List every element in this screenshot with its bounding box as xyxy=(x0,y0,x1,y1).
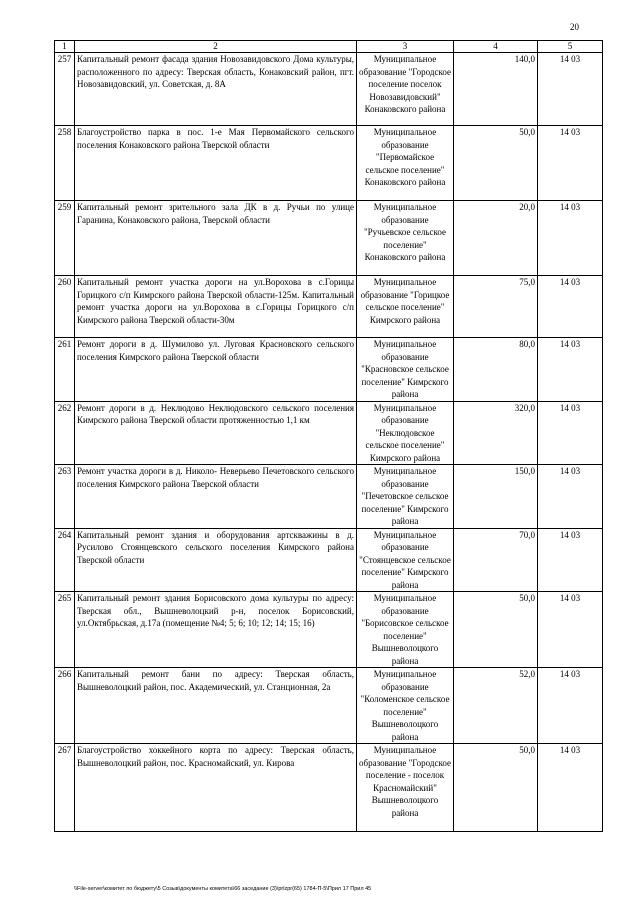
project-description: Капитальный ремонт здания Борисовского дома культуры по адресу: Тверская обл., Вышневолоцкий р-н, поселок Борисовский, ул.Октябрьская, д.17а (помещение №4; 5; 6; 10; 12; 14; 15; 16) xyxy=(75,592,357,668)
project-description: Капитальный ремонт фасада здания Новозавидовского Дома культуры, расположенного по адресу: Тверская область, Конаковский район, пгт. Новозавидовский, ул. Советская, д. 8А xyxy=(75,53,357,126)
row-number: 267 xyxy=(55,744,75,832)
amount: 150,0 xyxy=(454,465,538,529)
recipient: Муниципальное образование "Городское поселение поселок Новозавидовский" Конаковского района xyxy=(357,53,454,126)
budget-code: 14 03 xyxy=(538,668,603,744)
table-row xyxy=(55,53,603,126)
project-description: Капитальный ремонт зрительного зала ДК в д. Ручьи по улице Гаранина, Конаковского района, Тверской области xyxy=(75,201,357,276)
amount: 80,0 xyxy=(454,338,538,402)
row-number: 264 xyxy=(55,528,75,592)
table-row xyxy=(55,465,603,529)
project-description: Ремонт участка дороги в д. Николо- Неверьево Печетовского сельского поселения Кимрского района Тверской области xyxy=(75,465,357,529)
recipient: Муниципальное образование "Коломенское сельское поселение" Вышневолоцкого района xyxy=(357,668,454,744)
header-col-4: 4 xyxy=(454,41,538,53)
table-row xyxy=(55,744,603,832)
row-number: 257 xyxy=(55,53,75,126)
budget-code: 14 03 xyxy=(538,276,603,338)
file-path-footer: \\File-server\комитет по бюджету\5 Созыв\документы комитета\66 заседание (3)\prlzpr(65) 1784-П-5\Прил 17 Прил 45 xyxy=(74,886,372,892)
recipient: Муниципальное образование "Горицкое сельское поселение" Кимрского района xyxy=(357,276,454,338)
header-row xyxy=(55,41,603,53)
budget-code: 14 03 xyxy=(538,126,603,201)
recipient: Муниципальное образование "Ручьевское сельское поселение" Конаковского района xyxy=(357,201,454,276)
row-number: 259 xyxy=(55,201,75,276)
project-description: Благоустройство парка в пос. 1-е Мая Первомайского сельского поселения Конаковского района Тверской области xyxy=(75,126,357,201)
project-description: Капитальный ремонт здания и оборудования артскважины в д. Русилово Стоянцевского сельского поселения Кимрского района Тверской области xyxy=(75,528,357,592)
header-col-1: 1 xyxy=(55,41,75,53)
recipient: Муниципальное образование "Стоянцевское сельское поселение" Кимрского района xyxy=(357,528,454,592)
amount: 52,0 xyxy=(454,668,538,744)
page-number: 20 xyxy=(570,22,579,32)
project-description: Ремонт дороги в д. Шумилово ул. Луговая Красновского сельского поселения Кимрского района Тверской области xyxy=(75,338,357,402)
project-description: Благоустройство хоккейного корта по адресу: Тверская область, Вышневолоцкий район, пос. Красномайский, ул. Кирова xyxy=(75,744,357,832)
row-number: 263 xyxy=(55,465,75,529)
row-number: 258 xyxy=(55,126,75,201)
recipient: Муниципальное образование "Первомайское сельское поселение" Конаковского района xyxy=(357,126,454,201)
header-col-5: 5 xyxy=(538,41,603,53)
row-number: 260 xyxy=(55,276,75,338)
amount: 70,0 xyxy=(454,528,538,592)
table-row xyxy=(55,201,603,276)
row-number: 265 xyxy=(55,592,75,668)
budget-code: 14 03 xyxy=(538,528,603,592)
amount: 50,0 xyxy=(454,744,538,832)
budget-code: 14 03 xyxy=(538,53,603,126)
table-row xyxy=(55,338,603,402)
recipient: Муниципальное образование "Печетовское сельское поселение" Кимрского района xyxy=(357,465,454,529)
header-col-2: 2 xyxy=(75,41,357,53)
project-description: Капитальный ремонт участка дороги на ул.Ворохова в с.Горицы Горицкого с/п Кимрского района Тверской области-125м. Капитальный ремонт участка дороги на ул.Ворохова в с.Горицы Горицкого с/п Кимрского района Тверской области-30м xyxy=(75,276,357,338)
header-col-3: 3 xyxy=(357,41,454,53)
budget-code: 14 03 xyxy=(538,744,603,832)
amount: 320,0 xyxy=(454,401,538,465)
project-description: Капитальный ремонт бани по адресу: Тверская область, Вышневолоцкий район, пос. Академический, ул. Станционная, 2а xyxy=(75,668,357,744)
table-row xyxy=(55,668,603,744)
amount: 140,0 xyxy=(454,53,538,126)
recipient: Муниципальное образование "Неклюдовское сельское поселение" Кимрского района xyxy=(357,401,454,465)
row-number: 262 xyxy=(55,401,75,465)
amount: 75,0 xyxy=(454,276,538,338)
recipient: Муниципальное образование "Борисовское сельское поселение" Вышневолоцкого района xyxy=(357,592,454,668)
table-row xyxy=(55,592,603,668)
row-number: 261 xyxy=(55,338,75,402)
recipient: Муниципальное образование "Красновское сельское поселение" Кимрского района xyxy=(357,338,454,402)
amount: 50,0 xyxy=(454,126,538,201)
budget-code: 14 03 xyxy=(538,401,603,465)
table-row xyxy=(55,276,603,338)
row-number: 266 xyxy=(55,668,75,744)
table-row xyxy=(55,528,603,592)
budget-code: 14 03 xyxy=(538,592,603,668)
table-row xyxy=(55,401,603,465)
budget-code: 14 03 xyxy=(538,338,603,402)
recipient: Муниципальное образование "Городское поселение - поселок Красномайский" Вышневолоцкого района xyxy=(357,744,454,832)
project-description: Ремонт дороги в д. Неклюдово Неклюдовского сельского поселения Кимрского района Тверской области протяженностью 1,1 км xyxy=(75,401,357,465)
amount: 50,0 xyxy=(454,592,538,668)
amount: 20,0 xyxy=(454,201,538,276)
budget-code: 14 03 xyxy=(538,465,603,529)
table-row xyxy=(55,126,603,201)
funding-table xyxy=(54,40,603,832)
budget-code: 14 03 xyxy=(538,201,603,276)
